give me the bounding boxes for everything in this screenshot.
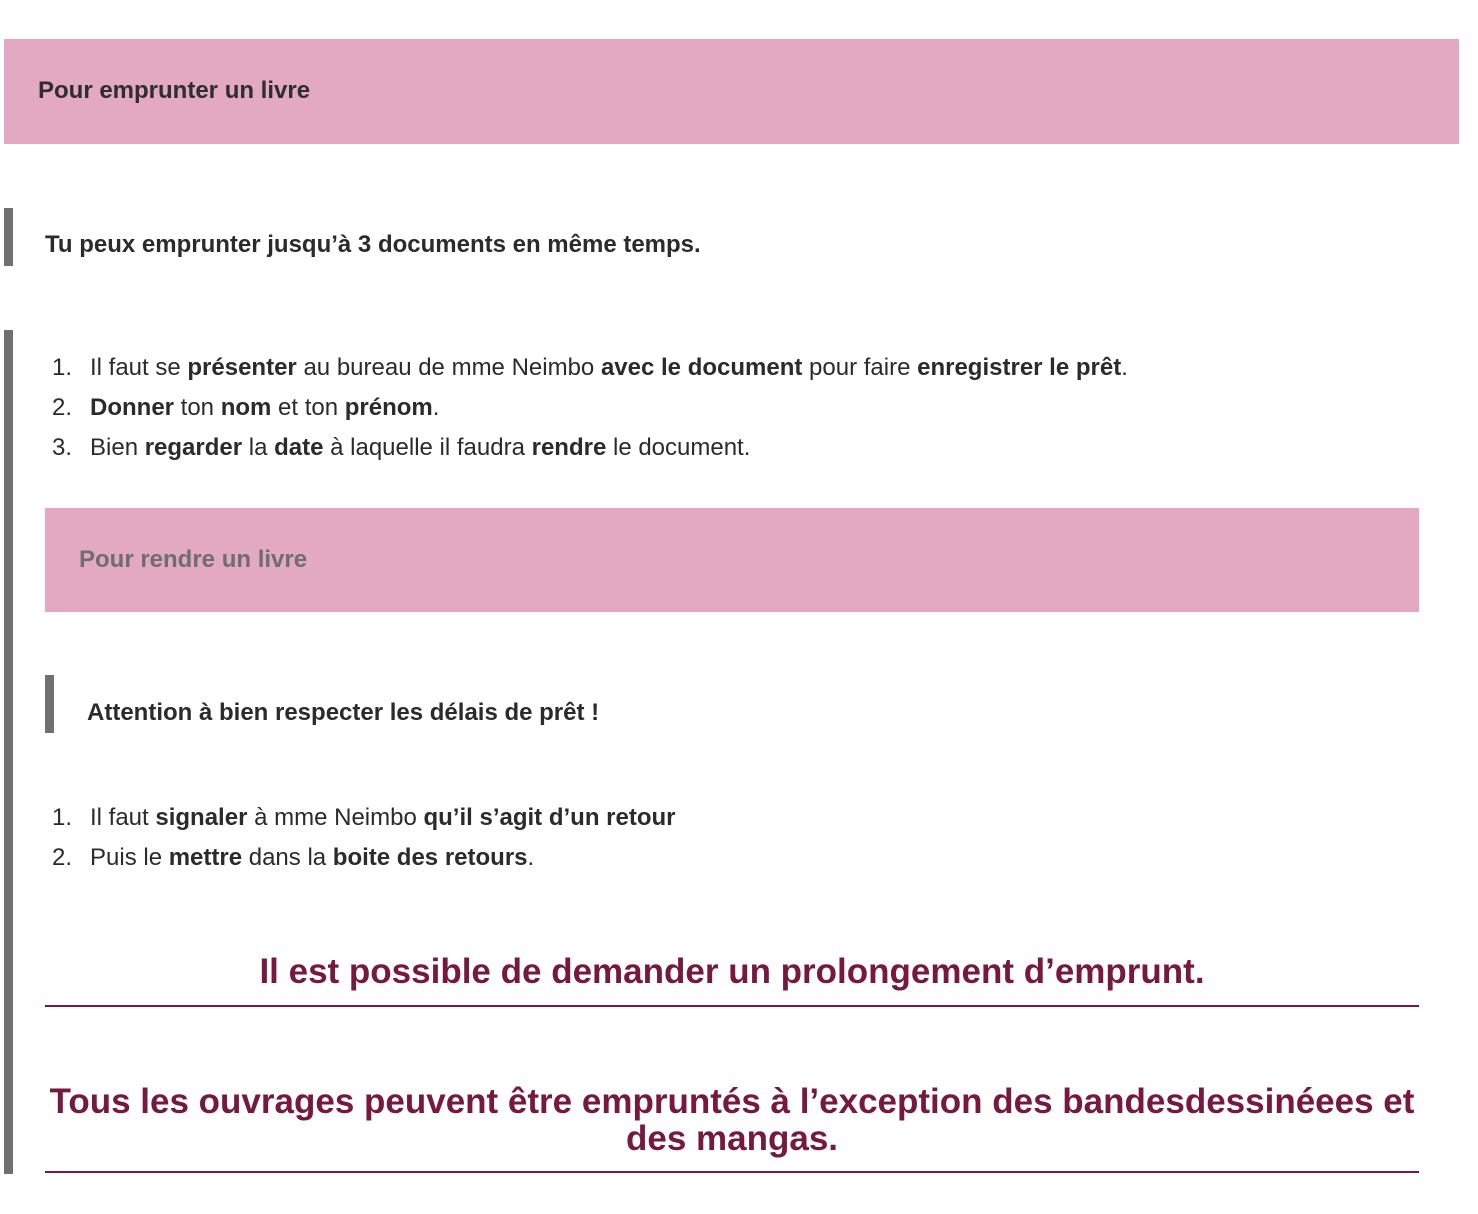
list-item-number: 3. [51, 434, 72, 461]
emphasized-text: qu’il s’agit d’un retour [423, 804, 676, 831]
main-quote-bar [4, 330, 13, 1174]
exception-headline-underline [45, 1171, 1419, 1173]
text-run: le document. [606, 434, 751, 461]
return-note-quote-bar [45, 675, 54, 733]
text-run: à mme Neimbo [247, 804, 424, 831]
extension-headline: Il est possible de demander un prolongement d’emprunt. [259, 952, 1205, 991]
text-run: dans la [242, 844, 333, 871]
return-steps-list [48, 804, 1428, 884]
list-item-number: 1. [51, 804, 72, 831]
text-run: à laquelle il faudra [323, 434, 532, 461]
text-run: Bien [90, 434, 145, 461]
text-run: la [242, 434, 275, 461]
return-deadline-note: Attention à bien respecter les délais de prêt ! [87, 699, 600, 726]
emphasized-text: prénom [344, 394, 433, 421]
emphasized-text: mettre [168, 844, 243, 871]
list-item-text [90, 394, 439, 422]
list-item [48, 434, 1428, 474]
text-run: Il faut [90, 804, 156, 831]
return-section-banner [45, 508, 1419, 612]
list-item-number: 2. [51, 844, 72, 871]
emphasized-text: avec le document [600, 354, 803, 381]
emphasized-text: date [274, 434, 324, 461]
emphasized-text: Donner [90, 394, 174, 421]
emphasized-text: signaler [155, 804, 248, 831]
borrow-section-title: Pour emprunter un livre [38, 77, 311, 104]
exception-headline: Tous les ouvrages peuvent être empruntés à l’exception des bandesdessinéees et des mangas. [49, 1082, 1415, 1158]
borrow-note-quote-bar [4, 208, 13, 266]
emphasized-text: nom [220, 394, 272, 421]
text-run: et ton [271, 394, 345, 421]
list-item [48, 354, 1428, 394]
list-item-text [90, 434, 750, 462]
emphasized-text: boite des retours [332, 844, 528, 871]
list-item [48, 804, 1428, 844]
text-run: . [527, 844, 535, 871]
text-run: Puis le [90, 844, 169, 871]
list-item-number: 2. [51, 394, 72, 421]
text-run: ton [174, 394, 221, 421]
extension-headline-underline [45, 1005, 1419, 1007]
list-item-number: 1. [51, 354, 72, 381]
text-run: au bureau de mme Neimbo [296, 354, 601, 381]
text-run: . [432, 394, 440, 421]
list-item [48, 844, 1428, 884]
return-section-title: Pour rendre un livre [79, 546, 308, 573]
emphasized-text: présenter [187, 354, 297, 381]
list-item-text [90, 354, 1128, 382]
borrow-steps-list [48, 354, 1428, 474]
emphasized-text: rendre [531, 434, 607, 461]
emphasized-text: enregistrer le prêt [917, 354, 1122, 381]
list-item-text [90, 804, 675, 832]
borrow-limit-note: Tu peux emprunter jusqu’à 3 documents en même temps. [45, 231, 701, 258]
list-item-text [90, 844, 534, 872]
text-run: Il faut se [90, 354, 188, 381]
text-run: . [1121, 354, 1128, 381]
text-run: pour faire [802, 354, 918, 381]
emphasized-text: regarder [144, 434, 243, 461]
borrow-section-banner [4, 39, 1459, 144]
list-item [48, 394, 1428, 434]
